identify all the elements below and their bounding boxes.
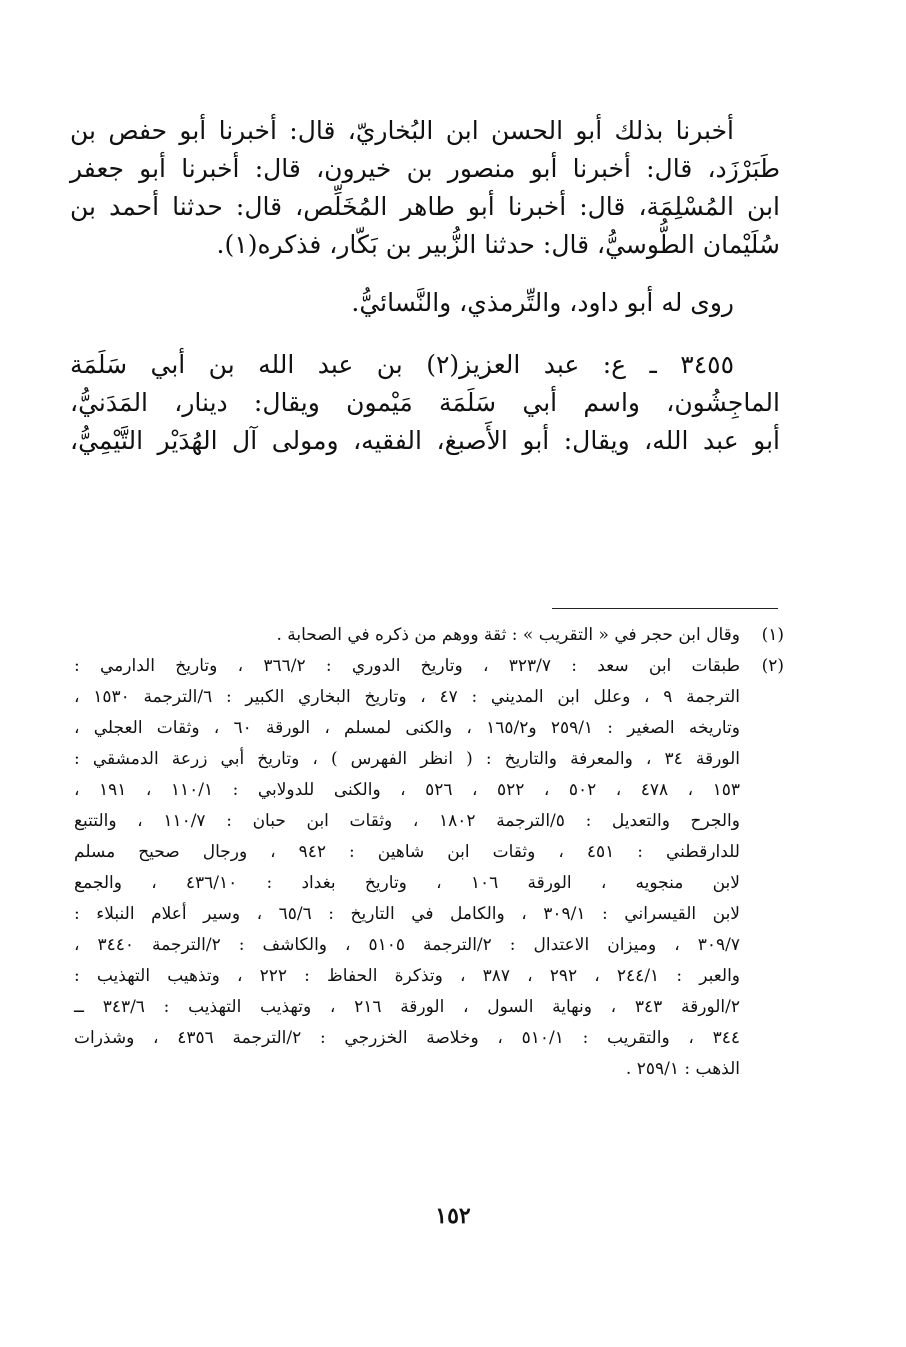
- footnote-marker: (١): [761, 625, 784, 645]
- main-text: [70, 112, 780, 460]
- footnote-line: ٢/الورقة ٣٤٣ ، ونهاية السول ، الورقة ٢١٦ ، وتهذيب التهذيب : ٣٤٣/٦ ــ: [74, 997, 740, 1017]
- text-line: الماجِشُون، واسم أبي سَلَمَة مَيْمون ويقال: دينار، المَدَنيُّ،: [70, 388, 780, 417]
- footnote-line: والجرح والتعديل : ٥/الترجمة ١٨٠٢ ، وثقات ابن حبان : ١١٠/٧ ، والتتبع: [74, 811, 740, 831]
- footnote-line: الترجمة ٩ ، وعلل ابن المديني : ٤٧ ، وتاريخ البخاري الكبير : ٦/الترجمة ١٥٣٠ ،: [74, 687, 740, 707]
- footnote-separator: [552, 608, 778, 609]
- text-line: سُلَيْمان الطُّوسيُّ، قال: حدثنا الزُّبير بن بَكّار، فذكره(١).: [216, 230, 780, 259]
- footnote-line: ٣٤٤ ، والتقريب : ٥١٠/١ ، وخلاصة الخزرجي : ٢/الترجمة ٤٣٥٦ ، وشذرات: [74, 1028, 740, 1048]
- footnote-line: للدارقطني : ٤٥١ ، وثقات ابن شاهين : ٩٤٢ ، ورجال صحيح مسلم: [74, 842, 740, 862]
- page-number: ١٥٢: [435, 1203, 471, 1229]
- paragraph-1: [70, 112, 780, 264]
- footnote-body: [74, 620, 740, 651]
- footnote-marker: (٢): [761, 656, 784, 676]
- text-line: أخبرنا بذلك أبو الحسن ابن البُخاريّ، قال: أخبرنا أبو حفص بن: [70, 116, 734, 145]
- footnote-line: لابن منجويه ، الورقة ١٠٦ ، وتاريخ بغداد : ٤٣٦/١٠ ، والجمع: [74, 873, 740, 893]
- footnote-line: والعبر : ٢٤٤/١ ، ٢٩٢ ، ٣٨٧ ، وتذكرة الحفاظ : ٢٢٢ ، وتذهيب التهذيب :: [74, 966, 741, 986]
- text-line: ٣٤٥٥ ـ ع: عبد العزيز(٢) بن عبد الله بن أبي سَلَمَة: [70, 350, 734, 379]
- footnote-line: لابن القيسراني : ٣٠٩/١ ، والكامل في التاريخ : ٦٥/٦ ، وسير أعلام النبلاء :: [74, 904, 740, 924]
- text-line: طَبَرْزَد، قال: أخبرنا أبو منصور بن خيرون، قال: أخبرنا أبو جعفر: [70, 154, 780, 183]
- paragraph-2: [70, 284, 780, 322]
- paragraph-3-entry-3455: [70, 346, 780, 460]
- text-line: أبو عبد الله، ويقال: أبو الأَصبغ، الفقيه، ومولى آل الهُدَيْر التَّيْمِيُّ،: [70, 426, 780, 455]
- footnote-line: وقال ابن حجر في « التقريب » : ثقة ووهم من ذكره في الصحابة .: [276, 625, 740, 645]
- footnote-line: ٣٠٩/٧ ، وميزان الاعتدال : ٢/الترجمة ٥١٠٥ ، والكاشف : ٢/الترجمة ٣٤٤٠ ،: [74, 935, 740, 955]
- text-line: روى له أبو داود، والتِّرمذي، والنَّسائيُّ.: [351, 288, 734, 317]
- text-line: ابن المُسْلِمَة، قال: أخبرنا أبو طاهر المُخَلِّص، قال: حدثنا أحمد بن: [70, 192, 780, 221]
- footnote-line: ١٥٣ ، ٤٧٨ ، ٥٠٢ ، ٥٢٢ ، ٥٢٦ ، والكنى للدولابي : ١١٠/١ ، ١٩١ ،: [74, 780, 741, 800]
- footnotes: [74, 620, 784, 1085]
- footnote-2: [74, 651, 784, 1085]
- footnote-line: الورقة ٣٤ ، والمعرفة والتاريخ : ( انظر الفهرس ) ، وتاريخ أبي زرعة الدمشقي :: [74, 749, 740, 769]
- footnote-line: وتاريخه الصغير : ٢٥٩/١ و١٦٥/٢ ، والكنى لمسلم ، الورقة ٦٠ ، وثقات العجلي ،: [74, 718, 740, 738]
- footnote-line: طبقات ابن سعد : ٣٢٣/٧ ، وتاريخ الدوري : ٣٦٦/٢ ، وتاريخ الدارمي :: [74, 656, 740, 676]
- footnote-line: الذهب : ٢٥٩/١ .: [625, 1059, 740, 1079]
- footnote-body: [74, 651, 740, 1085]
- footnote-1: [74, 620, 784, 651]
